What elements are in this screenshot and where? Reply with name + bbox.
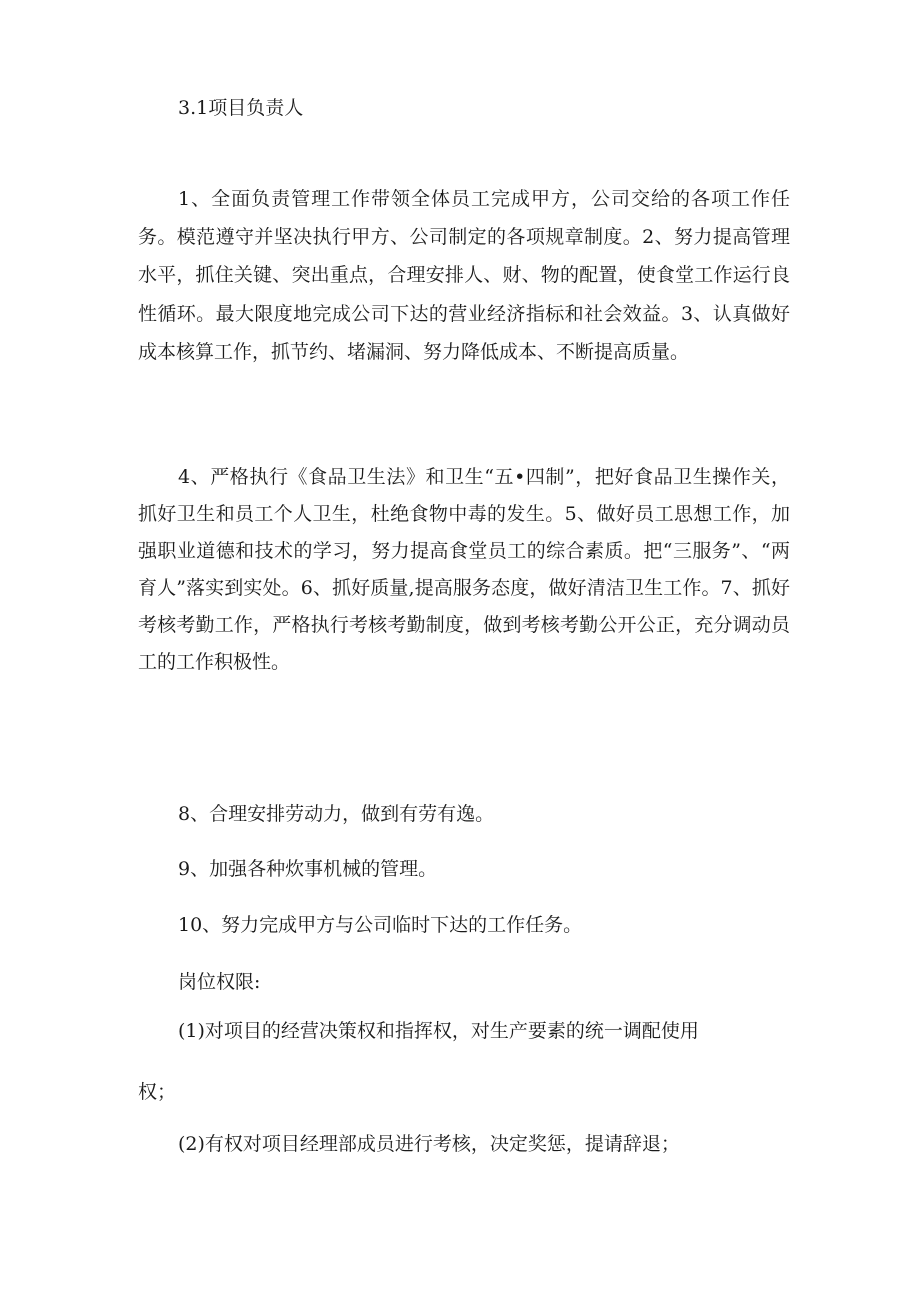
duty-item-10: 10、努力完成甲方与公司临时下达的工作任务。	[178, 914, 583, 936]
authority-item-2: (2)有权对项目经理部成员进行考核，决定奖惩，提请辞退；	[178, 1133, 680, 1155]
section-heading: 3.1项目负责人	[178, 97, 304, 119]
duties-paragraph-2: 4、严格执行《食品卫生法》和卫生“五•四制”，把好食品卫生操作关，抓好卫生和员工个人卫生，杜绝食物中毒的发生。5、做好员工思想工作，加强职业道德和技术的学习，努力提高食堂员工的综合素质。把“三服务”、“两育人”落实到实处。6、抓好质量,提高服务态度，做好清洁卫生工作。7、抓好考核考勤工作，严格执行考核考勤制度，做到考核考勤公开公正，充分调动员工的工作积极性。	[138, 466, 790, 673]
authority-item-1-line-1: (1)对项目的经营决策权和指挥权，对生产要素的统一调配使用	[178, 1020, 699, 1042]
duty-item-9: 9、加强各种炊事机械的管理。	[178, 858, 438, 880]
duties-paragraph-1: 1、全面负责管理工作带领全体员工完成甲方，公司交给的各项工作任务。模范遵守并坚决执行甲方、公司制定的各项规章制度。2、努力提高管理水平，抓住关键、突出重点，合理安排人、财、物的配置，使食堂工作运行良性循环。最大限度地完成公司下达的营业经济指标和社会效益。3、认真做好成本核算工作，抓节约、堵漏洞、努力降低成本、不断提高质量。	[138, 188, 790, 363]
authority-title: 岗位权限:	[178, 971, 261, 993]
authority-item-1-line-2: 权；	[138, 1081, 177, 1103]
duty-item-8: 8、合理安排劳动力，做到有劳有逸。	[178, 803, 495, 825]
